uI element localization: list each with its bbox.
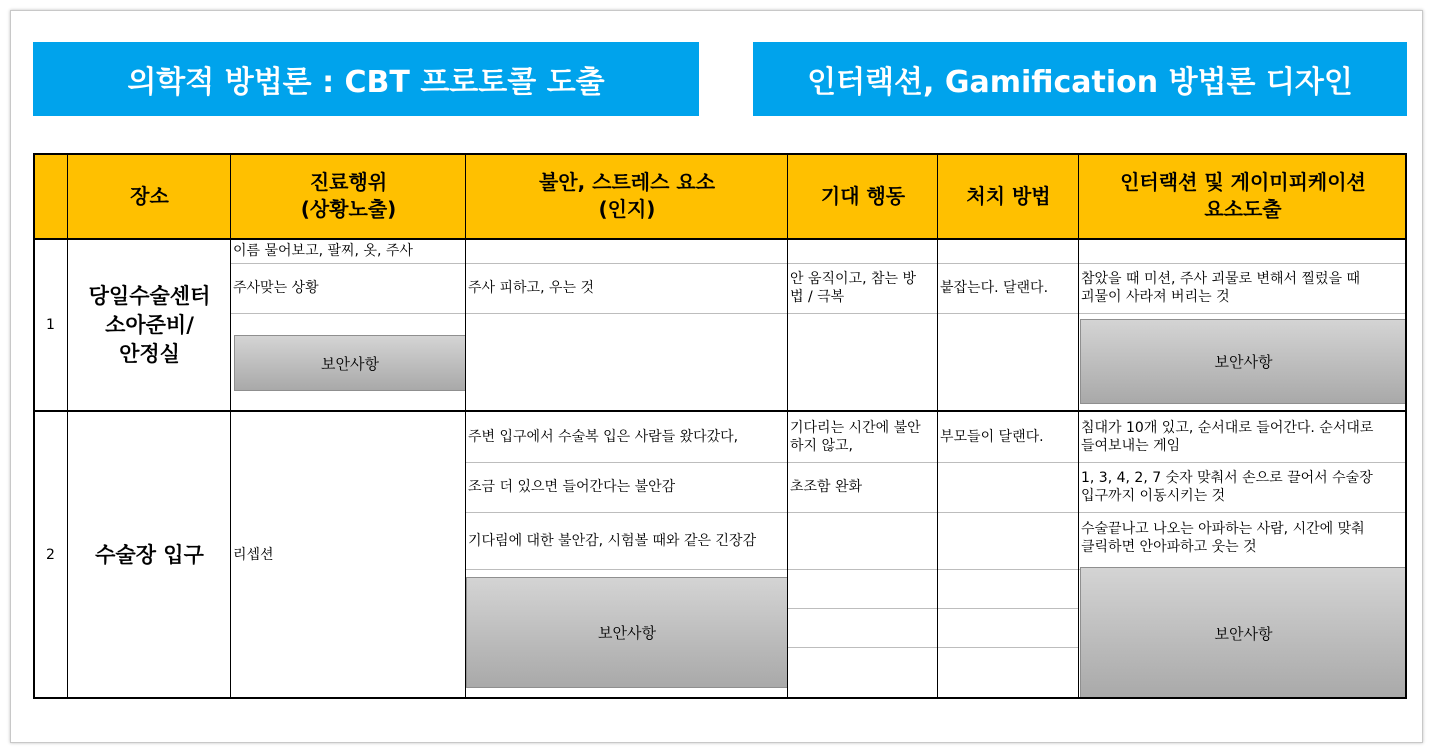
table-border: [33, 153, 35, 699]
treatment-method-cell: 붙잡는다. 달랜다.: [940, 280, 1049, 296]
expected-behavior-cell: 기다리는 시간에 불안 하지 않고,: [790, 419, 921, 454]
header-anxiety: 불안, 스트레스 요소 (인지): [466, 153, 788, 239]
treatment-cell: 이름 물어보고, 팔찌, 옷, 주사: [233, 243, 413, 259]
divider: [788, 647, 1079, 648]
expected-behavior-cell: 안 움직이고, 참는 방 법 / 극복: [790, 271, 916, 305]
table-border: [33, 153, 1407, 155]
treatment-method-cell: 부모들이 달랜다.: [940, 428, 1044, 445]
divider: [788, 608, 1079, 609]
interaction-cell: 참았을 때 미션, 주사 괴물로 변해서 찔렀을 때 괴물이 사라져 버리는 것: [1081, 271, 1361, 305]
interaction-cell: 1, 3, 4, 2, 7 숫자 맞춰서 손으로 끌어서 수술장 입구까지 이동시키는 것: [1081, 470, 1373, 504]
header-treatment: 진료행위 (상황노출): [231, 153, 466, 239]
place-cell: 수술장 입구: [95, 542, 204, 567]
place-cell: 당일수술센터 소아준비/ 안정실: [88, 283, 211, 366]
anxiety-cell: 조금 더 있으면 들어간다는 불안감: [468, 479, 676, 495]
interaction-gamification-banner: 인터랙션, Gamification 방법론 디자인: [753, 42, 1407, 116]
medical-methodology-banner: 의학적 방법론 : CBT 프로토콜 도출: [33, 42, 699, 116]
header-place: 장소: [68, 153, 231, 239]
treatment-cell: 리셉션: [233, 547, 274, 563]
anxiety-cell: 기다림에 대한 불안감, 시험볼 때와 같은 긴장감: [468, 532, 757, 549]
expected-behavior-cell: 초조함 완화: [790, 479, 863, 495]
anxiety-cell: 주변 입구에서 수술복 입은 사람들 왔다갔다,: [468, 428, 739, 445]
table-border: [787, 153, 788, 699]
table-border: [33, 410, 1407, 412]
row-number: 2: [46, 547, 55, 563]
protocol-table: [33, 153, 1407, 699]
header-treatment-method: 처치 방법: [938, 153, 1079, 239]
table-border: [67, 153, 68, 699]
security-redaction-box: 보안사항: [234, 335, 466, 391]
anxiety-cell: 주사 피하고, 우는 것: [468, 280, 594, 296]
interaction-cell: 침대가 10개 있고, 순서대로 들어간다. 순서대로 들여보내는 게임: [1081, 419, 1374, 454]
header-interaction: 인터랙션 및 게이미피케이션 요소도출: [1079, 153, 1407, 239]
treatment-cell: 주사맞는 상황: [233, 280, 319, 296]
table-border: [33, 238, 1407, 240]
table-border: [1405, 153, 1407, 699]
security-redaction-box: 보안사항: [1080, 567, 1407, 699]
row-number: 1: [46, 317, 55, 333]
table-border: [937, 153, 938, 699]
header-expected-behavior: 기대 행동: [788, 153, 938, 239]
table-border: [465, 153, 466, 699]
table-border: [1078, 153, 1079, 699]
interaction-cell: 수술끝나고 나오는 아파하는 사람, 시간에 맞춰 클릭하면 안아파하고 웃는 것: [1081, 521, 1365, 555]
security-redaction-box: 보안사항: [466, 577, 788, 688]
table-border: [230, 153, 231, 699]
security-redaction-box: 보안사항: [1080, 319, 1407, 404]
divider: [231, 313, 1407, 314]
table-border: [33, 697, 1407, 699]
